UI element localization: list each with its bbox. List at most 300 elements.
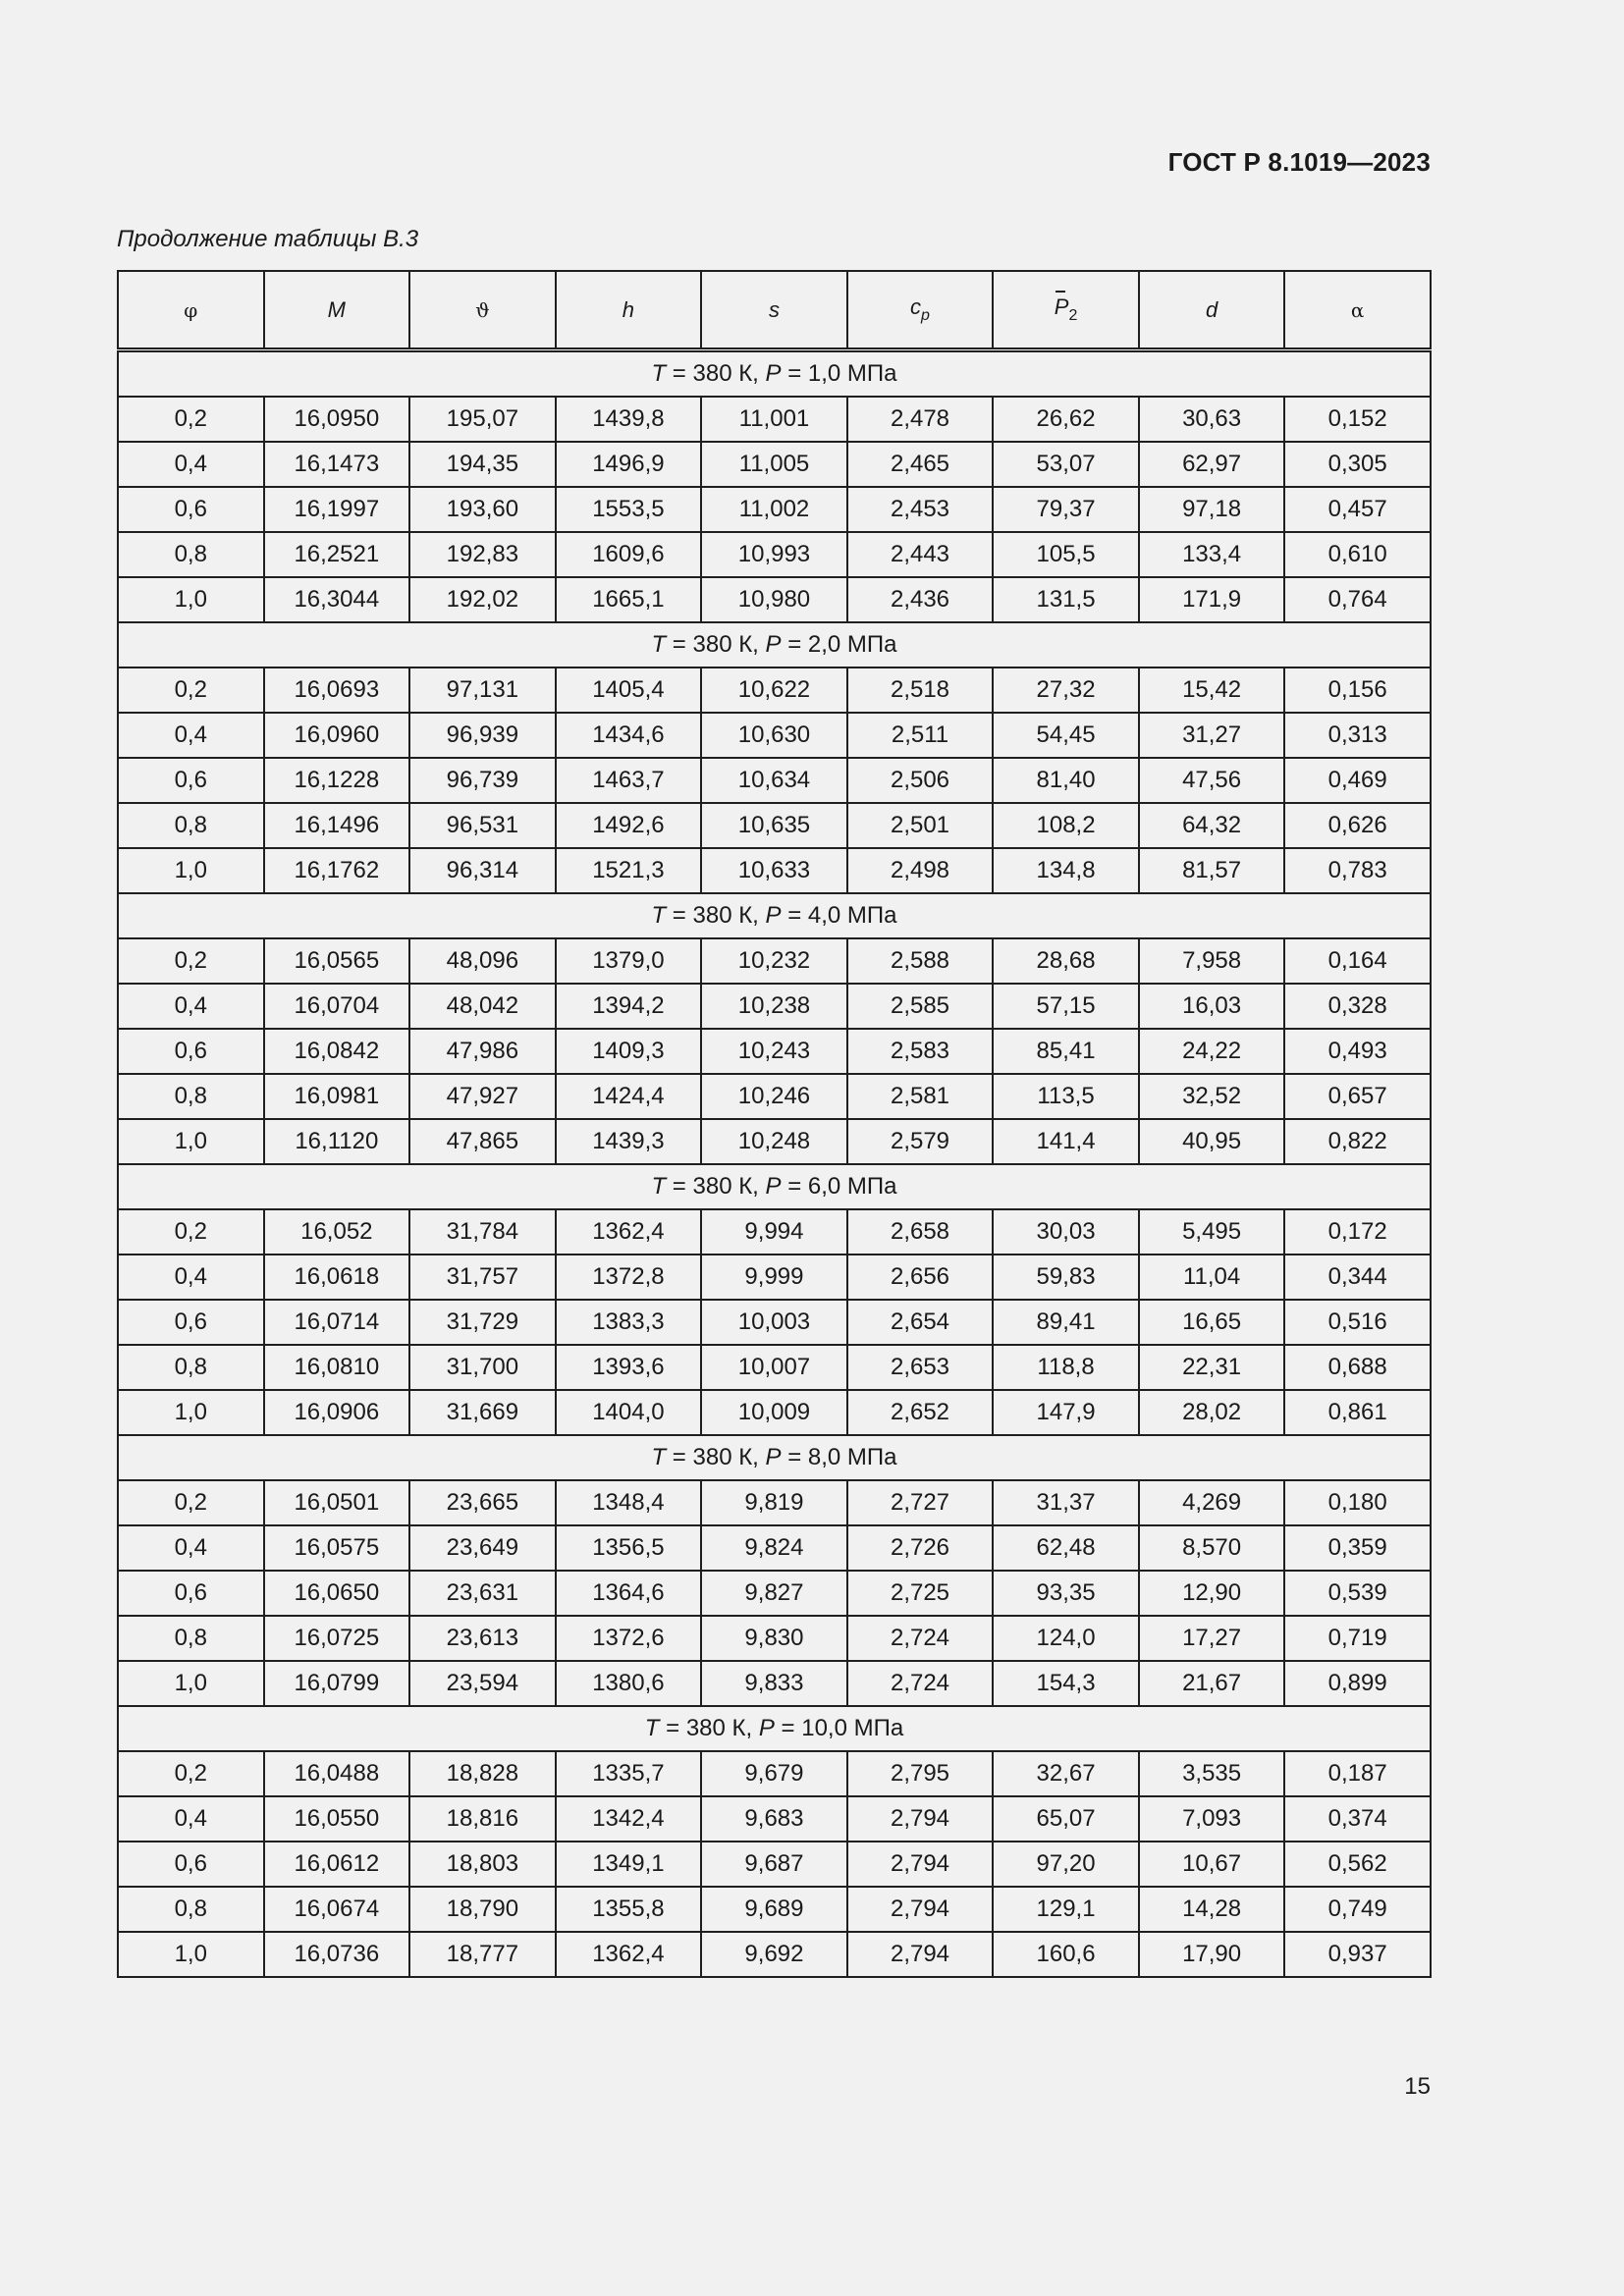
group-header-row [118,1164,1431,1209]
cell-p2: 79,37 [993,487,1139,532]
cell-h: 1496,9 [556,442,702,487]
cell-s: 11,001 [701,397,847,442]
cell-phi: 1,0 [118,1661,264,1706]
cell-cp: 2,656 [847,1255,994,1300]
cell-alpha: 0,493 [1284,1029,1431,1074]
cell-h: 1383,3 [556,1300,702,1345]
cell-h: 1379,0 [556,938,702,984]
cell-theta: 97,131 [409,667,556,713]
cell-s: 9,819 [701,1480,847,1525]
cell-phi: 0,8 [118,1616,264,1661]
cell-theta: 23,613 [409,1616,556,1661]
table-caption: Продолжение таблицы В.3 [117,226,419,252]
cell-M: 16,1228 [264,758,410,803]
cell-phi: 1,0 [118,1119,264,1164]
cell-M: 16,1762 [264,848,410,893]
cell-alpha: 0,457 [1284,487,1431,532]
cell-theta: 48,096 [409,938,556,984]
cell-p2: 141,4 [993,1119,1139,1164]
table-row [118,577,1431,622]
cell-phi: 1,0 [118,848,264,893]
table-row [118,1932,1431,1977]
cell-h: 1372,8 [556,1255,702,1300]
cell-p2: 97,20 [993,1842,1139,1887]
cell-cp: 2,579 [847,1119,994,1164]
cell-s: 9,830 [701,1616,847,1661]
cell-h: 1372,6 [556,1616,702,1661]
cell-alpha: 0,937 [1284,1932,1431,1977]
cell-phi: 0,8 [118,803,264,848]
table-row [118,397,1431,442]
cell-h: 1393,6 [556,1345,702,1390]
table-row [118,1300,1431,1345]
group-condition: T = 380 К, P = 2,0 МПа [118,622,1431,667]
cell-p2: 26,62 [993,397,1139,442]
cell-alpha: 0,313 [1284,713,1431,758]
cell-M: 16,052 [264,1209,410,1255]
cell-phi: 1,0 [118,1390,264,1435]
cell-alpha: 0,516 [1284,1300,1431,1345]
cell-alpha: 0,626 [1284,803,1431,848]
cell-phi: 0,6 [118,1300,264,1345]
header-h: h [556,271,702,350]
cell-theta: 47,865 [409,1119,556,1164]
table-row [118,1616,1431,1661]
cell-p2: 27,32 [993,667,1139,713]
cell-cp: 2,724 [847,1616,994,1661]
cell-theta: 18,790 [409,1887,556,1932]
cell-h: 1405,4 [556,667,702,713]
table-row [118,984,1431,1029]
table-row [118,1887,1431,1932]
table-row [118,1842,1431,1887]
cell-M: 16,0736 [264,1932,410,1977]
cell-M: 16,1496 [264,803,410,848]
cell-h: 1463,7 [556,758,702,803]
cell-phi: 0,4 [118,1255,264,1300]
cell-p2: 85,41 [993,1029,1139,1074]
cell-M: 16,1473 [264,442,410,487]
document-code: ГОСТ Р 8.1019—2023 [1167,147,1431,177]
cell-d: 11,04 [1139,1255,1285,1300]
cell-s: 9,999 [701,1255,847,1300]
cell-phi: 0,6 [118,1029,264,1074]
cell-h: 1335,7 [556,1751,702,1796]
cell-M: 16,1120 [264,1119,410,1164]
group-header-row [118,622,1431,667]
cell-d: 22,31 [1139,1345,1285,1390]
cell-s: 10,007 [701,1345,847,1390]
cell-d: 4,269 [1139,1480,1285,1525]
cell-h: 1439,3 [556,1119,702,1164]
table-header-row [118,271,1431,350]
table-row [118,1390,1431,1435]
cell-phi: 0,2 [118,1480,264,1525]
cell-d: 133,4 [1139,532,1285,577]
table-row [118,803,1431,848]
cell-cp: 2,581 [847,1074,994,1119]
cell-alpha: 0,374 [1284,1796,1431,1842]
cell-cp: 2,478 [847,397,994,442]
cell-theta: 96,531 [409,803,556,848]
table-row [118,1571,1431,1616]
cell-s: 9,994 [701,1209,847,1255]
cell-d: 171,9 [1139,577,1285,622]
cell-p2: 59,83 [993,1255,1139,1300]
cell-d: 3,535 [1139,1751,1285,1796]
cell-h: 1364,6 [556,1571,702,1616]
cell-alpha: 0,783 [1284,848,1431,893]
table-row [118,532,1431,577]
cell-d: 24,22 [1139,1029,1285,1074]
table-row [118,758,1431,803]
cell-h: 1492,6 [556,803,702,848]
cell-cp: 2,653 [847,1345,994,1390]
cell-s: 10,633 [701,848,847,893]
cell-theta: 47,986 [409,1029,556,1074]
table-row [118,1345,1431,1390]
cell-h: 1380,6 [556,1661,702,1706]
cell-M: 16,0575 [264,1525,410,1571]
group-header-row [118,350,1431,398]
cell-theta: 193,60 [409,487,556,532]
cell-M: 16,0618 [264,1255,410,1300]
table-row [118,1255,1431,1300]
cell-d: 7,093 [1139,1796,1285,1842]
cell-cp: 2,725 [847,1571,994,1616]
cell-M: 16,0650 [264,1571,410,1616]
cell-M: 16,0714 [264,1300,410,1345]
cell-cp: 2,724 [847,1661,994,1706]
cell-s: 10,243 [701,1029,847,1074]
cell-h: 1355,8 [556,1887,702,1932]
cell-s: 10,635 [701,803,847,848]
cell-p2: 65,07 [993,1796,1139,1842]
header-alpha: α [1284,271,1431,350]
cell-alpha: 0,764 [1284,577,1431,622]
table-row [118,487,1431,532]
cell-p2: 131,5 [993,577,1139,622]
cell-d: 21,67 [1139,1661,1285,1706]
cell-alpha: 0,899 [1284,1661,1431,1706]
cell-s: 10,238 [701,984,847,1029]
cell-theta: 48,042 [409,984,556,1029]
cell-phi: 0,6 [118,758,264,803]
cell-alpha: 0,822 [1284,1119,1431,1164]
table-row [118,848,1431,893]
cell-d: 14,28 [1139,1887,1285,1932]
cell-alpha: 0,164 [1284,938,1431,984]
table-row [118,442,1431,487]
cell-alpha: 0,861 [1284,1390,1431,1435]
cell-cp: 2,443 [847,532,994,577]
cell-s: 10,622 [701,667,847,713]
cell-s: 9,687 [701,1842,847,1887]
cell-theta: 23,649 [409,1525,556,1571]
cell-d: 17,27 [1139,1616,1285,1661]
cell-alpha: 0,305 [1284,442,1431,487]
cell-theta: 18,816 [409,1796,556,1842]
cell-phi: 0,8 [118,1074,264,1119]
cell-s: 10,993 [701,532,847,577]
cell-phi: 0,8 [118,532,264,577]
cell-alpha: 0,657 [1284,1074,1431,1119]
cell-M: 16,0501 [264,1480,410,1525]
cell-theta: 18,828 [409,1751,556,1796]
cell-M: 16,1997 [264,487,410,532]
cell-alpha: 0,156 [1284,667,1431,713]
cell-theta: 31,669 [409,1390,556,1435]
cell-p2: 105,5 [993,532,1139,577]
cell-alpha: 0,469 [1284,758,1431,803]
cell-s: 10,009 [701,1390,847,1435]
header-p2: $P_2$ [993,271,1139,350]
cell-d: 62,97 [1139,442,1285,487]
cell-s: 10,232 [701,938,847,984]
cell-M: 16,0704 [264,984,410,1029]
cell-M: 16,0799 [264,1661,410,1706]
cell-d: 28,02 [1139,1390,1285,1435]
cell-theta: 96,314 [409,848,556,893]
cell-phi: 0,2 [118,1209,264,1255]
cell-d: 40,95 [1139,1119,1285,1164]
cell-cp: 2,498 [847,848,994,893]
cell-s: 10,630 [701,713,847,758]
cell-h: 1404,0 [556,1390,702,1435]
cell-s: 10,634 [701,758,847,803]
header-M: M [264,271,410,350]
table-row [118,1796,1431,1842]
cell-p2: 129,1 [993,1887,1139,1932]
cell-M: 16,0906 [264,1390,410,1435]
cell-p2: 93,35 [993,1571,1139,1616]
table-row [118,1029,1431,1074]
cell-alpha: 0,719 [1284,1616,1431,1661]
cell-d: 32,52 [1139,1074,1285,1119]
cell-d: 81,57 [1139,848,1285,893]
cell-d: 8,570 [1139,1525,1285,1571]
cell-p2: 160,6 [993,1932,1139,1977]
cell-M: 16,0693 [264,667,410,713]
cell-cp: 2,794 [847,1932,994,1977]
cell-d: 31,27 [1139,713,1285,758]
cell-theta: 18,803 [409,1842,556,1887]
cell-cp: 2,506 [847,758,994,803]
cell-theta: 195,07 [409,397,556,442]
cell-theta: 31,757 [409,1255,556,1300]
header-d: d [1139,271,1285,350]
cell-cp: 2,518 [847,667,994,713]
cell-h: 1665,1 [556,577,702,622]
cell-alpha: 0,152 [1284,397,1431,442]
cell-p2: 30,03 [993,1209,1139,1255]
header-cp: $c_p$ [847,271,994,350]
cell-d: 5,495 [1139,1209,1285,1255]
cell-cp: 2,453 [847,487,994,532]
cell-phi: 0,4 [118,1796,264,1842]
cell-phi: 0,2 [118,667,264,713]
cell-s: 9,692 [701,1932,847,1977]
cell-d: 10,67 [1139,1842,1285,1887]
group-condition: T = 380 К, P = 8,0 МПа [118,1435,1431,1480]
cell-p2: 124,0 [993,1616,1139,1661]
cell-phi: 0,6 [118,487,264,532]
cell-alpha: 0,688 [1284,1345,1431,1390]
cell-p2: 62,48 [993,1525,1139,1571]
group-condition: T = 380 К, P = 6,0 МПа [118,1164,1431,1209]
cell-phi: 1,0 [118,577,264,622]
cell-cp: 2,794 [847,1887,994,1932]
cell-s: 10,248 [701,1119,847,1164]
table-row [118,1480,1431,1525]
cell-h: 1609,6 [556,532,702,577]
cell-s: 10,246 [701,1074,847,1119]
cell-theta: 96,939 [409,713,556,758]
table-row [118,1209,1431,1255]
cell-s: 11,005 [701,442,847,487]
cell-cp: 2,652 [847,1390,994,1435]
cell-h: 1394,2 [556,984,702,1029]
cell-M: 16,0981 [264,1074,410,1119]
cell-phi: 0,4 [118,984,264,1029]
cell-d: 16,03 [1139,984,1285,1029]
cell-alpha: 0,172 [1284,1209,1431,1255]
cell-d: 64,32 [1139,803,1285,848]
cell-theta: 23,631 [409,1571,556,1616]
cell-cp: 2,654 [847,1300,994,1345]
cell-alpha: 0,359 [1284,1525,1431,1571]
cell-phi: 0,6 [118,1571,264,1616]
cell-theta: 23,665 [409,1480,556,1525]
cell-M: 16,0550 [264,1796,410,1842]
cell-cp: 2,501 [847,803,994,848]
table-row [118,667,1431,713]
cell-cp: 2,726 [847,1525,994,1571]
cell-M: 16,0810 [264,1345,410,1390]
cell-d: 7,958 [1139,938,1285,984]
cell-M: 16,3044 [264,577,410,622]
cell-alpha: 0,610 [1284,532,1431,577]
cell-d: 17,90 [1139,1932,1285,1977]
cell-alpha: 0,180 [1284,1480,1431,1525]
cell-theta: 47,927 [409,1074,556,1119]
cell-theta: 192,83 [409,532,556,577]
cell-phi: 0,2 [118,1751,264,1796]
cell-s: 9,827 [701,1571,847,1616]
cell-theta: 194,35 [409,442,556,487]
cell-p2: 134,8 [993,848,1139,893]
cell-M: 16,0950 [264,397,410,442]
header-phi: φ [118,271,264,350]
cell-h: 1342,4 [556,1796,702,1842]
cell-alpha: 0,562 [1284,1842,1431,1887]
cell-phi: 0,2 [118,938,264,984]
group-header-row [118,1706,1431,1751]
cell-p2: 28,68 [993,938,1139,984]
cell-alpha: 0,328 [1284,984,1431,1029]
cell-phi: 0,4 [118,442,264,487]
cell-p2: 53,07 [993,442,1139,487]
cell-theta: 96,739 [409,758,556,803]
cell-phi: 0,8 [118,1887,264,1932]
cell-theta: 31,784 [409,1209,556,1255]
cell-p2: 113,5 [993,1074,1139,1119]
cell-d: 16,65 [1139,1300,1285,1345]
cell-s: 9,679 [701,1751,847,1796]
table-row [118,1119,1431,1164]
table-body [118,350,1431,1978]
cell-p2: 154,3 [993,1661,1139,1706]
cell-h: 1521,3 [556,848,702,893]
group-header-row [118,893,1431,938]
cell-cp: 2,585 [847,984,994,1029]
table-row [118,1074,1431,1119]
table-row [118,1751,1431,1796]
cell-cp: 2,465 [847,442,994,487]
group-condition: T = 380 К, P = 1,0 МПа [118,350,1431,398]
cell-M: 16,0612 [264,1842,410,1887]
cell-M: 16,0842 [264,1029,410,1074]
cell-d: 47,56 [1139,758,1285,803]
group-header-row [118,1435,1431,1480]
cell-d: 12,90 [1139,1571,1285,1616]
cell-s: 10,980 [701,577,847,622]
cell-M: 16,2521 [264,532,410,577]
cell-h: 1362,4 [556,1932,702,1977]
cell-phi: 0,4 [118,713,264,758]
cell-alpha: 0,749 [1284,1887,1431,1932]
cell-theta: 23,594 [409,1661,556,1706]
cell-cp: 2,794 [847,1796,994,1842]
group-condition: T = 380 К, P = 10,0 МПа [118,1706,1431,1751]
cell-phi: 1,0 [118,1932,264,1977]
cell-s: 9,689 [701,1887,847,1932]
cell-h: 1434,6 [556,713,702,758]
cell-h: 1409,3 [556,1029,702,1074]
cell-p2: 57,15 [993,984,1139,1029]
header-theta: ϑ [409,271,556,350]
cell-p2: 54,45 [993,713,1139,758]
cell-M: 16,0565 [264,938,410,984]
cell-d: 30,63 [1139,397,1285,442]
group-condition: T = 380 К, P = 4,0 МПа [118,893,1431,938]
cell-s: 9,824 [701,1525,847,1571]
cell-s: 9,833 [701,1661,847,1706]
cell-theta: 31,729 [409,1300,556,1345]
cell-cp: 2,436 [847,577,994,622]
cell-theta: 18,777 [409,1932,556,1977]
cell-h: 1362,4 [556,1209,702,1255]
cell-theta: 192,02 [409,577,556,622]
cell-cp: 2,588 [847,938,994,984]
header-s: s [701,271,847,350]
cell-alpha: 0,344 [1284,1255,1431,1300]
cell-cp: 2,583 [847,1029,994,1074]
cell-p2: 32,67 [993,1751,1139,1796]
cell-s: 10,003 [701,1300,847,1345]
cell-d: 97,18 [1139,487,1285,532]
cell-p2: 147,9 [993,1390,1139,1435]
cell-M: 16,0960 [264,713,410,758]
cell-cp: 2,511 [847,713,994,758]
cell-p2: 118,8 [993,1345,1139,1390]
cell-s: 11,002 [701,487,847,532]
cell-p2: 89,41 [993,1300,1139,1345]
cell-h: 1439,8 [556,397,702,442]
cell-p2: 81,40 [993,758,1139,803]
cell-M: 16,0674 [264,1887,410,1932]
cell-cp: 2,794 [847,1842,994,1887]
